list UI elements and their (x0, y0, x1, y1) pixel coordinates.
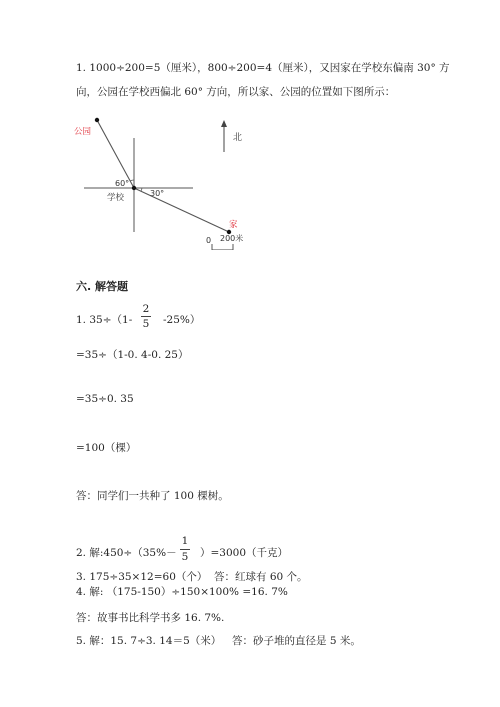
q4-answer: 答：故事书比科学书多 16. 7%. (76, 612, 225, 624)
q1-fraction-bar (141, 316, 151, 317)
angle-60-label: 60° (115, 179, 130, 188)
q1-step-2: =35÷0. 35 (76, 393, 134, 405)
q1-text-line-2: 向，公园在学校西偏北 60° 方向，所以家、公园的位置如下图所示： (76, 86, 396, 98)
school-home-line (134, 188, 229, 232)
q1-text-line-1: 1. 1000÷200=5（厘米），800÷200=4（厘米），又因家在学校东偏南 30° 方 (76, 62, 450, 74)
q2-fraction-bar (180, 549, 190, 550)
q1-expression-prefix: 1. 35÷（1- (76, 314, 133, 326)
home-label: 家 (229, 220, 238, 230)
scale-bar (212, 244, 233, 250)
q3-answer: 答：红球有 60 个。 (214, 571, 308, 583)
scale-end-label: 200米 (220, 234, 244, 243)
q2-fraction-denominator: 5 (181, 551, 189, 563)
q1-step-3: =100（棵） (76, 442, 137, 454)
scale-zero-label: 0 (206, 236, 212, 245)
position-diagram (0, 110, 500, 250)
q1-answer: 答：同学们一共种了 100 棵树。 (76, 490, 229, 502)
park-point (95, 118, 99, 122)
q2-fraction-numerator: 1 (181, 535, 189, 547)
q5-answer: 答：砂子堆的直径是 5 米。 (232, 635, 361, 647)
q5-calculation: 5. 解：15. 7÷3. 14＝5（米） (76, 635, 222, 647)
angle-30-label: 30° (150, 189, 165, 198)
north-arrow-icon (221, 120, 227, 152)
q1-fraction-denominator: 5 (142, 318, 150, 330)
q1-expression-suffix: -25%） (163, 314, 201, 326)
north-label: 北 (233, 133, 243, 143)
q2-expression-prefix: 2. 解:450÷（35%－ (76, 547, 177, 559)
q1-fraction-numerator: 2 (142, 303, 150, 315)
q3-calculation: 3. 175÷35×12=60（个） (76, 571, 208, 583)
school-label: 学校 (107, 193, 125, 203)
q1-step-1: =35÷（1-0. 4-0. 25） (76, 349, 189, 361)
school-point (132, 186, 136, 190)
q4-calculation: 4. 解: （175-150）÷150×100% =16. 7% (76, 586, 288, 598)
angle-60-arc (130, 180, 134, 181)
park-label: 公园 (74, 127, 92, 137)
school-park-line (97, 120, 134, 188)
q2-expression-suffix: ）=3000（千克） (200, 547, 289, 559)
section-heading: 六. 解答题 (76, 280, 129, 293)
